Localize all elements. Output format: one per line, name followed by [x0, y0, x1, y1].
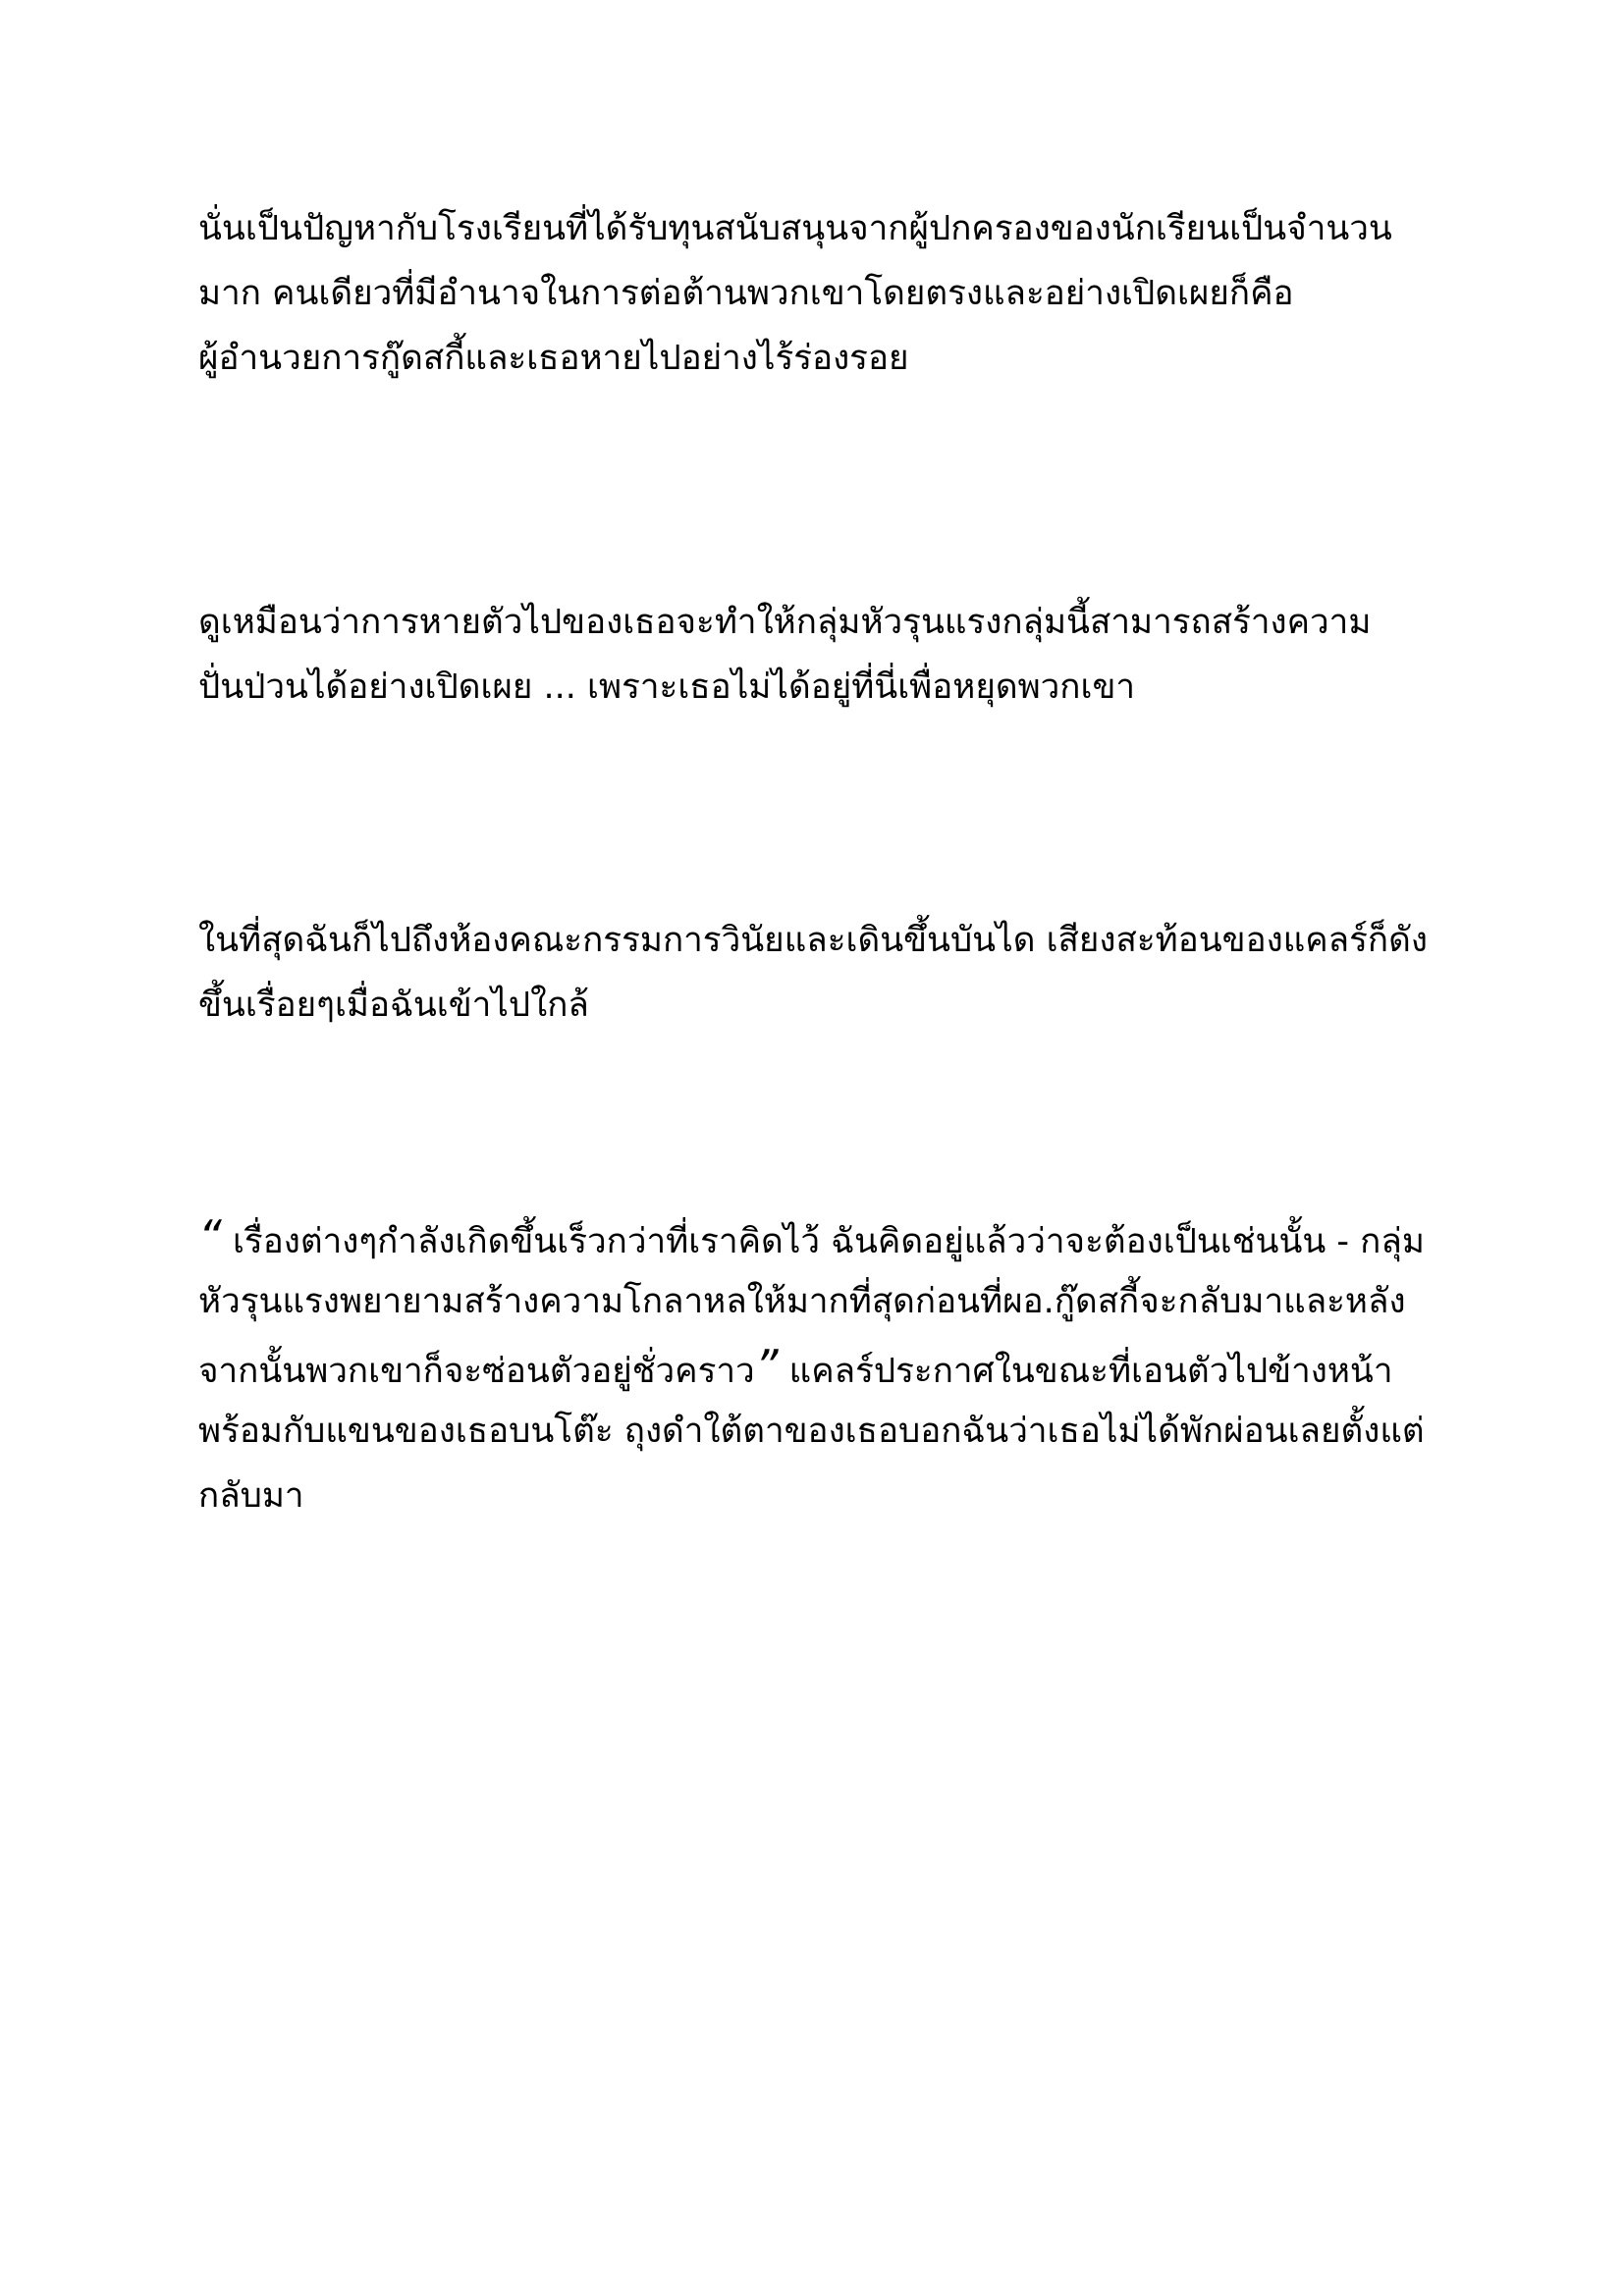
text-line: พร้อมกับแขนของเธอบนโต๊ะ ถุงดำใต้ตาของเธอบอกฉันว่าเธอไม่ได้พักผ่อนเลยตั้งแต่ [198, 1412, 1425, 1451]
paragraph [198, 196, 1475, 391]
open-quote-mark: “ [198, 1210, 222, 1263]
paragraph [198, 590, 1475, 720]
dialogue-paragraph [198, 1204, 1475, 1528]
text-line: หัวรุนแรงพยายามสร้างความโกลาหลให้มากที่สุดก่อนที่ผอ.กู๊ดสกี้จะกลับมาและหลัง [198, 1282, 1406, 1321]
narration-text: แคลร์ประกาศในขณะที่เอนตัวไปข้างหน้า [778, 1352, 1393, 1391]
text-line: กลับมา [198, 1476, 304, 1516]
dialogue-text: เรื่องต่างๆกำลังเกิดขึ้นเร็วกว่าที่เราคิดไว้ ฉันคิดอยู่แล้วว่าจะต้องเป็นเช่นนั้น - กลุ่ม [221, 1222, 1425, 1261]
text-line: ดูเหมือนว่าการหายตัวไปของเธอจะทำให้กลุ่มหัวรุนแรงกลุ่มนี้สามารถสร้างความ [198, 603, 1372, 642]
text-line: ขึ้นเรื่อยๆเมื่อฉันเข้าไปใกล้ [198, 986, 589, 1025]
text-line: ในที่สุดฉันก็ไปถึงห้องคณะกรรมการวินัยและเดินขึ้นบันได เสียงสะท้อนของแคลร์ก็ดัง [198, 921, 1428, 960]
paragraph [198, 908, 1475, 1038]
text-line: ผู้อำนวยการกู๊ดสกี้และเธอหายไปอย่างไร้ร่องรอย [198, 339, 909, 378]
dialogue-text: จากนั้นพวกเขาก็จะซ่อนตัวอยู่ชั่วคราว [198, 1352, 755, 1391]
close-quote-mark: ” [754, 1340, 779, 1393]
text-line [198, 1334, 1475, 1399]
text-line: นั่นเป็นปัญหากับโรงเรียนที่ได้รับทุนสนับสนุนจากผู้ปกครองของนักเรียนเป็นจำนวน [198, 209, 1392, 248]
text-line: ปั่นป่วนได้อย่างเปิดเผย ... เพราะเธอไม่ได้อยู่ที่นี่เพื่อหยุดพวกเขา [198, 667, 1136, 707]
text-line [198, 1204, 1475, 1269]
text-line: มาก คนเดียวที่มีอำนาจในการต่อต้านพวกเขาโดยตรงและอย่างเปิดเผยก็คือ [198, 274, 1294, 313]
